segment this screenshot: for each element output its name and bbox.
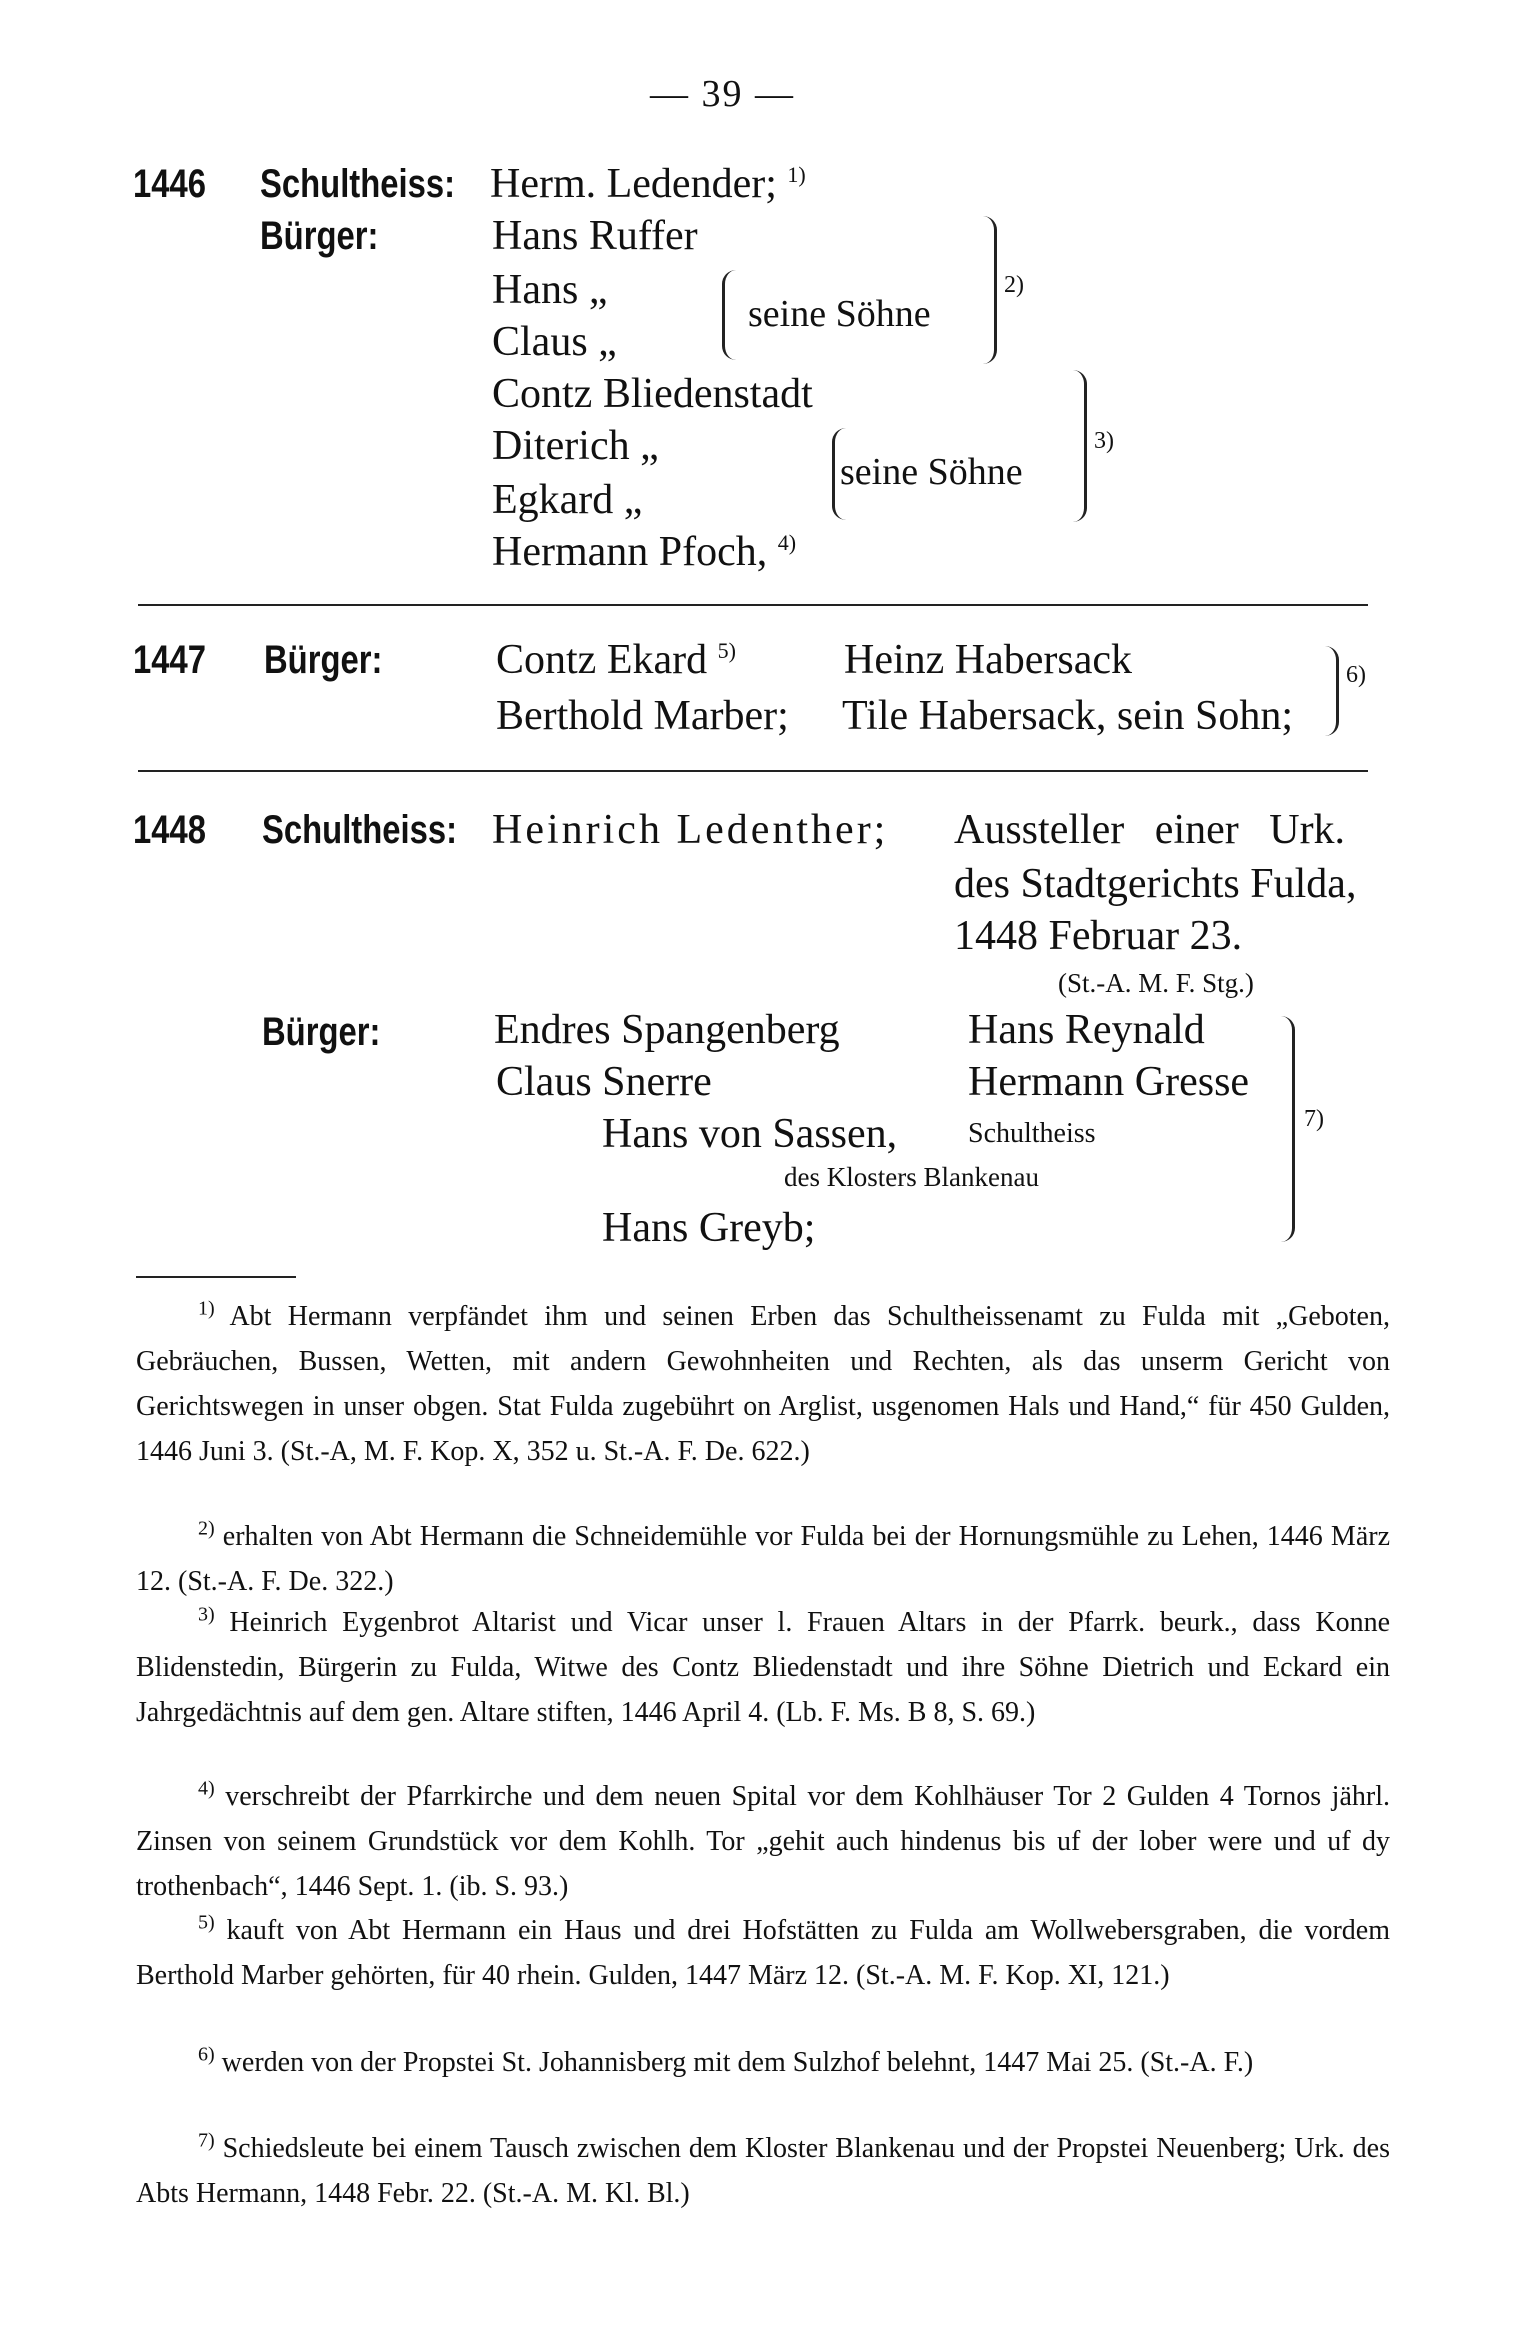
footnote-ref-7[interactable]: 7) [1304,1106,1324,1132]
buerger-label-1447: Bürger: [264,638,383,682]
buerger-label-1448: Bürger: [262,1010,381,1054]
footnote-ref-3[interactable]: 3) [1094,428,1114,454]
footnote-ref-4[interactable]: 4) [777,530,797,555]
citizen-hermann-pfoch: Hermann Pfoch, $^{4)}$ [492,529,797,575]
citizen-endres-spangenberg: Endres Spangenberg [494,1007,840,1053]
sons-label-b: seine Söhne [840,451,1023,493]
footnote-3: $^{3)}$ Heinrich Eygenbrot Altarist und Vicar unser l. Frauen Altars in der Pfarrk. beurk., dass Konne Blidenstedin, Bürgerin zu Fulda, Witwe des Contz Bliedenstadt und ihre Söhne Dietrich und Eckard ein Jahrgedächtnis auf dem gen. Altare stiften, 1446 April 4. (Lb. F. Ms. B 8, S. 69.) [136,1603,1391,1728]
schultheiss-name-1448: Heinrich Ledenther; [492,807,889,853]
citizen-hermann-gresse: Hermann Gresse [968,1059,1250,1105]
footnote-1: $^{1)}$ Abt Hermann verpfändet ihm und seinen Erben das Schultheissenamt zu Fulda mit „Geboten, Gebräuchen, Bussen, Wetten, mit andern Gewohnheiten und Rechten, als das unserm Gericht von Gerichtswegen in unser obgen. Stat Fulda zugebührt on Arglist, usgenomen Hals und Hand,“ für 450 Gulden, 1446 Juni 3. (St.-A, M. F. Kop. X, 352 u. St.-A. F. De. 622.) [136,1297,1390,1467]
citizen-role-monastery: des Klosters Blankenau [784,1162,1039,1192]
page-number: — 39 — [650,73,795,115]
separator-2 [138,770,1368,772]
brace-1448 [1278,1016,1295,1242]
footnote-separator [136,1276,296,1278]
brace-sons-a [722,270,737,360]
citizen-hans: Hans „ [492,267,608,313]
footnote-6: $^{6)}$ werden von der Propstei St. Johannisberg mit dem Sulzhof belehnt, 1447 Mai 25. (St.-A. F.) [198,2043,1254,2078]
footnote-ref-5[interactable]: 5) [717,638,736,663]
citizen-tile-habersack: Tile Habersack, sein Sohn; [842,693,1294,739]
citizen-diterich: Diterich „ [492,423,659,469]
schultheiss-label-1446: Schultheiss: [260,162,456,206]
citizen-role: Schultheiss [968,1118,1096,1149]
citizen-contz-bliedenstadt: Contz Bliedenstadt [492,371,813,417]
footnote-7: $^{7)}$ Schiedsleute bei einem Tausch zwischen dem Kloster Blankenau und der Propstei Neuenberg; Urk. des Abts Hermann, 1448 Febr. 22. (St.-A. M. Kl. Bl.) [136,2129,1391,2209]
brace-group-b [1070,370,1087,522]
sons-label-a: seine Söhne [748,293,931,335]
issuer-line-1: Aussteller einer Urk. [954,807,1346,853]
citizen-hans-ruffer: Hans Ruffer [492,213,698,259]
footnote-4: $^{4)}$ verschreibt der Pfarrkirche und dem neuen Spital vor dem Kohlhäuser Tor 2 Gulden 4 Tornos jährl. Zinsen von seinem Grundstück vor dem Kohlh. Tor „gehit auch hindenus bis uf der lober were und uf dy trothenbach“, 1446 Sept. 1. (ib. S. 93.) [136,1777,1390,1902]
citizen-berthold-marber: Berthold Marber; [496,693,789,739]
separator-1 [138,604,1368,606]
year-1447: 1447 [133,638,206,682]
schultheiss-name-1446: Herm. Ledender; $^{1)}$ [490,161,806,207]
issuer-line-2: des Stadtgerichts Fulda, [954,861,1357,907]
buerger-label-1446: Bürger: [260,214,379,258]
year-1446: 1446 [133,162,206,206]
citizen-egkard: Egkard „ [492,477,643,523]
brace-group-a [980,216,997,364]
issuer-source: (St.-A. M. F. Stg.) [1058,968,1254,998]
footnote-2: $^{2)}$ erhalten von Abt Hermann die Schneidemühle vor Fulda bei der Hornungsmühle zu Lehen, 1446 März 12. (St.-A. F. De. 322.) [136,1517,1390,1597]
year-1448: 1448 [133,808,206,852]
footnote-ref-6[interactable]: 6) [1346,662,1366,688]
footnote-ref-1[interactable]: 1) [787,162,806,187]
brace-1447 [1324,646,1339,736]
footnote-ref-2[interactable]: 2) [1004,272,1024,298]
footnote-5: $^{5)}$ kauft von Abt Hermann ein Haus und drei Hofstätten zu Fulda am Wollwebersgraben, die vordem Berthold Marber gehörten, für 40 rhein. Gulden, 1447 März 12. (St.-A. M. F. Kop. XI, 121.) [136,1911,1391,1991]
citizen-hans-von-sassen: Hans von Sassen, [602,1111,898,1157]
citizen-claus-snerre: Claus Snerre [496,1059,712,1105]
citizen-contz-ekard: Contz Ekard $^{5)}$ [496,637,736,683]
citizen-hans-greyb: Hans Greyb; [602,1205,816,1251]
issuer-line-3: 1448 Februar 23. [954,913,1243,959]
citizen-claus: Claus „ [492,319,617,365]
citizen-heinz-habersack: Heinz Habersack [844,637,1133,683]
schultheiss-label-1448: Schultheiss: [262,808,458,852]
citizen-hans-reynald: Hans Reynald [968,1007,1205,1053]
